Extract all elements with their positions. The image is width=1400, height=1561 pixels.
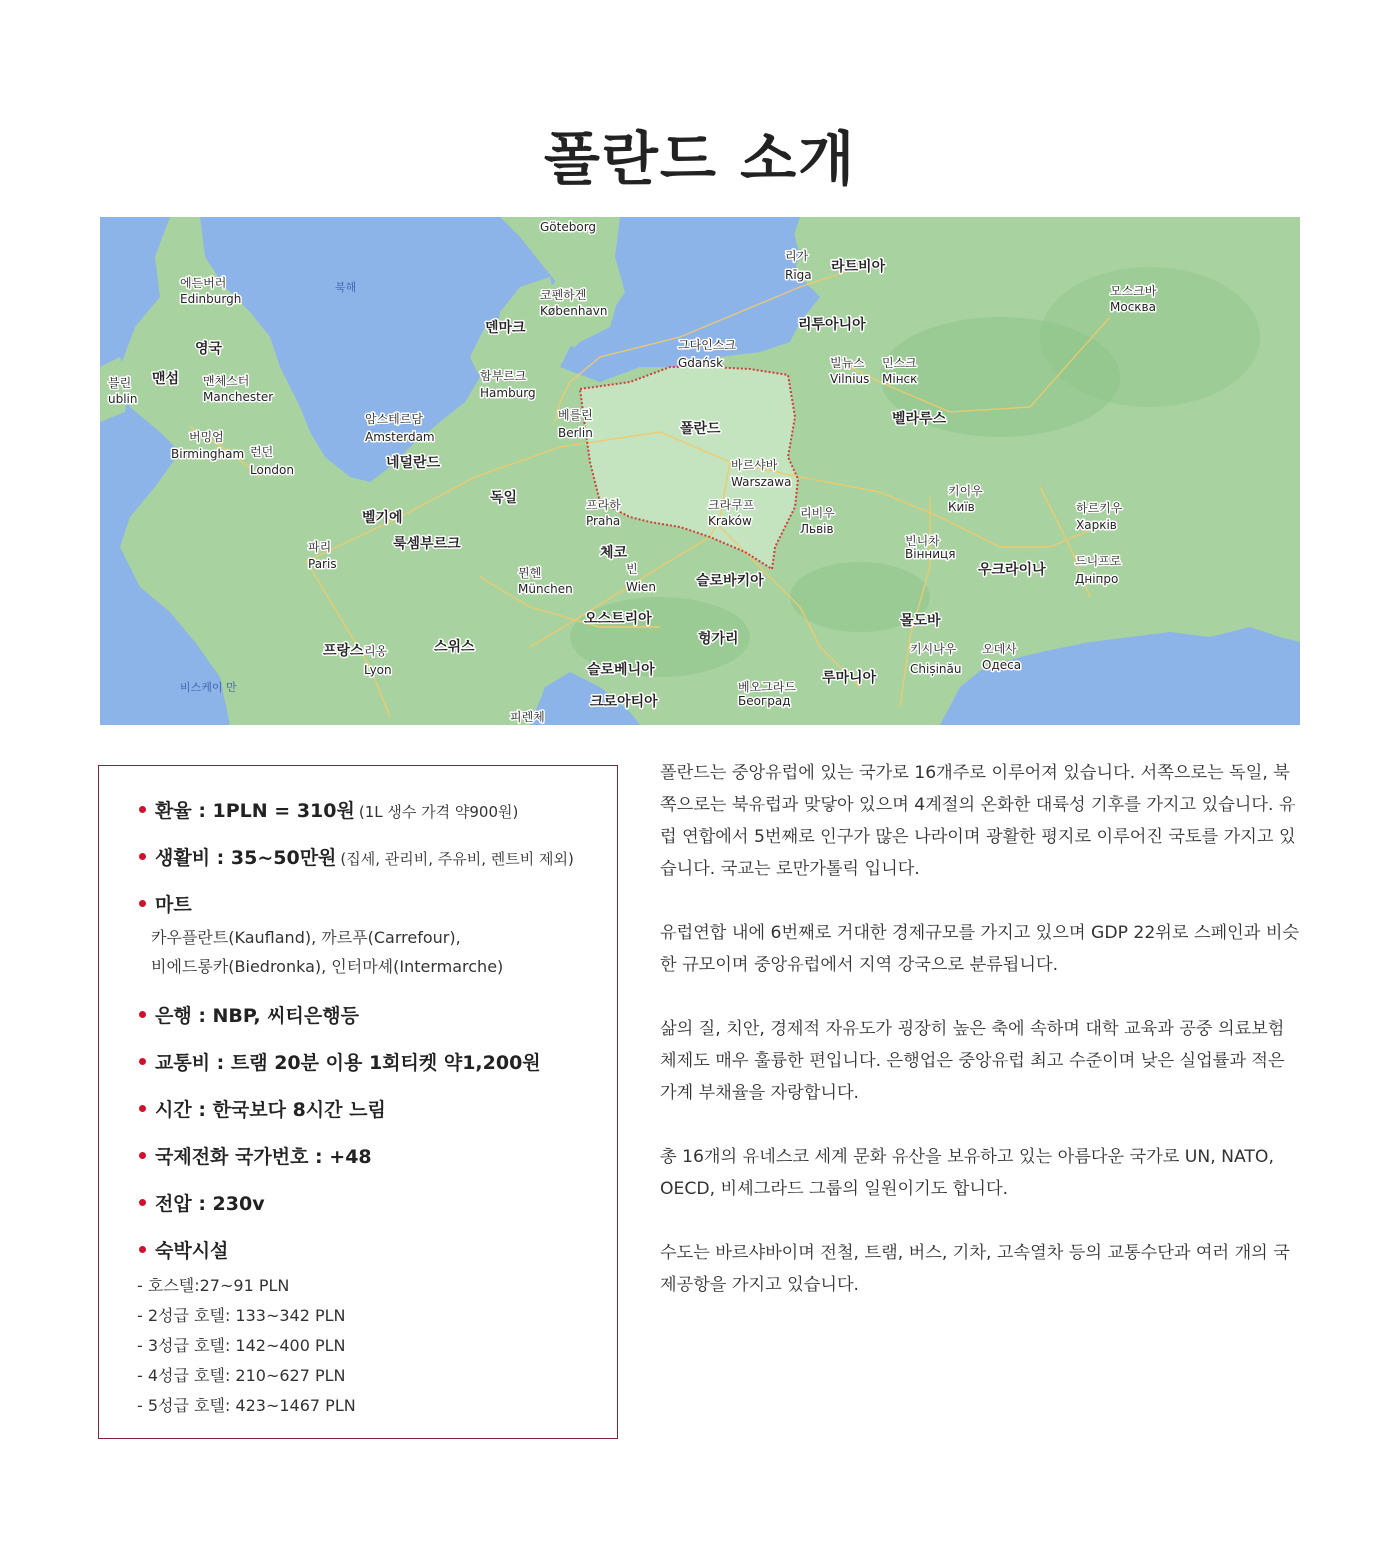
info-label: 은행 : NBP, 씨티은행등 [155,1005,359,1027]
map-label-country: 슬로베니아 [587,662,655,678]
info-item-phone-code [137,1142,607,1169]
map-label-city: 바르샤바 [731,458,778,472]
map-label-city: Київ [948,500,975,514]
hotel-line: - 4성급 호텔: 210~627 PLN [137,1366,346,1385]
hotel-line: - 5성급 호텔: 423~1467 PLN [137,1396,356,1415]
map-label-country: 루마니아 [822,670,877,686]
map-label-city: München [518,582,573,596]
map-label-city: 빈니차 [905,534,940,548]
map-label-city: Харків [1076,518,1117,532]
map-label-sea: 비스케이 만 [180,681,237,694]
info-item-voltage [137,1189,607,1216]
map-label-country: 스위스 [434,639,475,655]
map-label-city: 버밍엄 [189,430,224,444]
map-label-country: 영국 [195,341,223,357]
bullet-icon [139,1011,146,1018]
map-label-country: 몰도바 [900,613,941,629]
map-label-city: 파리 [308,540,332,554]
map-label-city: 그다인스크 [678,338,736,352]
map-label-city: 하르키우 [1076,501,1123,515]
poland-map[interactable] [100,217,1300,725]
map-label-city: 베를린 [558,408,593,422]
map-label-city: 베오그라드 [738,680,796,694]
map-label-city: Rīga [785,268,812,282]
map-label-city: Chișinău [910,662,962,676]
info-label: 숙박시설 [155,1240,229,1262]
description [660,757,1305,1333]
bullet-icon [139,1058,146,1065]
map-label-city: Одеса [982,658,1022,672]
map-label-country: 맨섬 [152,371,180,387]
map-label-city: 모스크바 [1110,284,1157,298]
description-paragraph: 유럽연합 내에 6번째로 거대한 경제규모를 가지고 있으며 GDP 22위로 스페인과 비슷한 규모이며 중앙유럽에서 지역 강국으로 분류됩니다. [660,923,1300,975]
map-label-city: Göteborg [540,220,597,234]
info-item-living-cost [137,843,607,870]
map-label-city: 프라하 [586,498,621,512]
info-box [98,765,618,1439]
hotel-line: - 호스텔:27~91 PLN [137,1276,290,1295]
map-label-city: 드니프로 [1075,554,1122,568]
map-label-country: 폴란드 [680,421,721,437]
map-canvas [100,217,1300,725]
map-label-country: 프랑스 [323,643,364,659]
map-label-city: Львів [800,522,834,536]
info-label: 시간 : 한국보다 8시간 느림 [155,1099,386,1121]
bullet-icon [139,1199,146,1206]
info-item-accommodation [137,1236,607,1421]
map-label-city: 리옹 [364,644,388,658]
description-paragraph: 수도는 바르샤바이며 전철, 트램, 버스, 기차, 고속열차 등의 교통수단과 여러 개의 국제공항을 가지고 있습니다. [660,1243,1290,1295]
mart-list [151,923,607,981]
info-list [137,796,607,1441]
map-label-city: Birmingham [171,447,245,461]
map-label-city: 리비우 [800,506,835,520]
map-label-city: Praha [586,514,621,528]
info-note: (1L 생수 가격 약900원) [358,803,519,821]
map-label-country: 벨라루스 [892,411,947,427]
description-paragraph: 폴란드는 중앙유럽에 있는 국가로 16개주로 이루어져 있습니다. 서쪽으로는 독일, 북쪽으로는 북유럽과 맞닿아 있으며 4계절의 온화한 대륙성 기후를 가지고 있습니다. 유럽 연합에서 5번째로 인구가 많은 나라이며 광활한 평지로 이루어진 국토를 가지고 있습니다. 국교는 로만가톨릭 입니다. [660,763,1296,879]
map-label-city: London [250,463,294,477]
hotel-line: - 2성급 호텔: 133~342 PLN [137,1306,346,1325]
info-label: 생활비 : 35~50만원 [155,847,337,869]
map-label-city: Paris [308,557,337,571]
map-label-country: 라트비아 [831,259,886,275]
map-label-city: 맨체스터 [203,374,250,388]
map-label-country: 벨기에 [362,510,403,526]
map-label-city: 런던 [250,445,274,459]
map-label-city: 빈 [626,562,638,576]
hotel-line: - 3성급 호텔: 142~400 PLN [137,1336,346,1355]
map-label-city: 피렌체 [510,710,545,724]
map-label-city: 키이우 [948,484,983,498]
map-label-city: Wien [626,580,656,594]
map-label-city: 리가 [785,249,809,263]
map-label-city: Amsterdam [365,430,435,444]
mart-line: 카우플란트(Kaufland), 까르푸(Carrefour), [151,928,461,947]
bullet-icon [139,1152,146,1159]
map-label-city: 오데사 [982,642,1017,656]
map-label-city: Мінск [882,372,918,386]
map-label-country: 오스트리아 [584,611,652,627]
info-label: 전압 : 230v [155,1193,265,1215]
map-label-city: 에든버러 [180,276,227,290]
map-label-city: Manchester [203,390,274,404]
map-label-country: 헝가리 [698,631,739,647]
map-label-city: Вінниця [905,547,956,561]
map-label-city: Edinburgh [180,292,242,306]
map-label-country: 덴마크 [485,320,526,336]
info-item-mart [137,890,607,981]
map-label-country: 체코 [600,545,628,561]
info-item-time [137,1095,607,1122]
map-label-city: Warszawa [731,475,792,489]
map-label-city: 민스크 [882,356,917,370]
map-label-city: 코펜하겐 [540,288,587,302]
bullet-icon [139,806,146,813]
map-label-city: Gdańsk [678,356,724,370]
map-label-city: Москва [1110,300,1156,314]
map-label-city: 암스테르담 [365,412,423,426]
info-note: (집세, 관리비, 주유비, 렌트비 제외) [340,850,574,868]
map-label-city: Vilnius [830,372,870,386]
map-label-city: Kraków [708,514,752,528]
map-label-country: 리투아니아 [798,317,866,333]
bullet-icon [139,1246,146,1253]
page-title: 폴란드 소개 [543,125,857,193]
map-label-country: 네덜란드 [386,455,441,471]
bullet-icon [139,1105,146,1112]
description-paragraph: 총 16개의 유네스코 세계 문화 유산을 보유하고 있는 아름다운 국가로 UN, NATO, OECD, 비셰그라드 그룹의 일원이기도 합니다. [660,1147,1274,1199]
map-label-city: 뮌헨 [518,566,542,580]
mart-line: 비에드롱카(Biedronka), 인터마셰(Intermarche) [151,957,504,976]
map-label-country: 룩셈부르크 [393,536,461,552]
info-label: 교통비 : 트램 20분 이용 1회티켓 약1,200원 [155,1052,541,1074]
map-label-city: ublin [108,392,138,406]
info-item-exchange [137,796,607,823]
map-label-city: 빌뉴스 [830,356,865,370]
map-label-country: 슬로바키아 [696,573,764,589]
map-label-country: 독일 [490,490,518,506]
info-label: 국제전화 국가번호 : +48 [155,1146,372,1168]
map-label-country: 크로아티아 [590,694,658,710]
map-label-country: 우크라이나 [978,562,1046,578]
map-label-city: 키시나우 [910,642,957,656]
map-label-city: Berlin [558,426,593,440]
info-label: 환율 : 1PLN = 310원 [155,800,355,822]
map-label-city: 크라쿠프 [708,498,755,512]
info-item-bank [137,1001,607,1028]
map-label-city: Београд [738,694,791,708]
description-paragraph: 삶의 질, 치안, 경제적 자유도가 굉장히 높은 축에 속하며 대학 교육과 공중 의료보험 체제도 매우 훌륭한 편입니다. 은행업은 중앙유럽 최고 수준이며 낮은 실업률과 적은 가계 부채율을 자랑합니다. [660,1019,1285,1103]
map-label-city: Lyon [364,663,392,677]
map-label-city: Дніпро [1075,572,1119,586]
map-label-city: 블린 [108,376,132,390]
map-label-city: Hamburg [480,386,536,400]
hotel-list [137,1271,607,1421]
bullet-icon [139,900,146,907]
map-label-city: København [540,304,608,318]
info-item-transport [137,1048,607,1075]
bullet-icon [139,853,146,860]
info-label: 마트 [155,894,192,916]
map-label-sea: 북해 [335,281,357,294]
map-label-city: 함부르크 [480,369,527,383]
